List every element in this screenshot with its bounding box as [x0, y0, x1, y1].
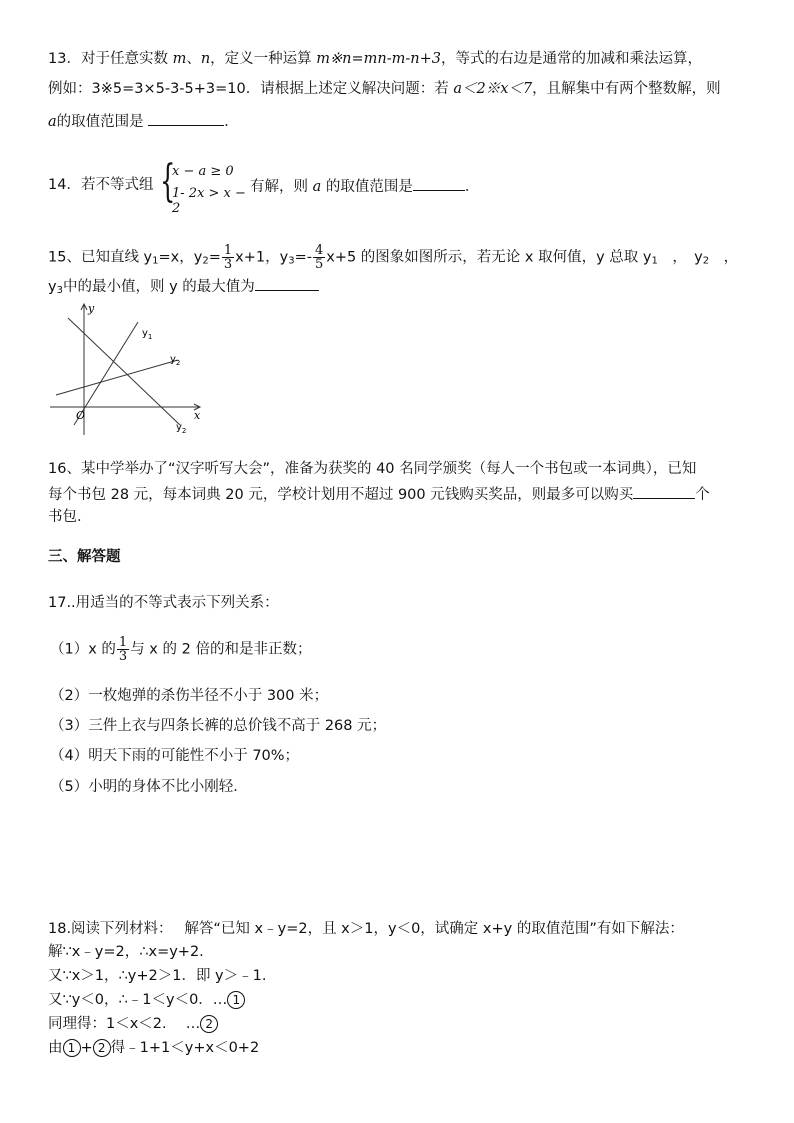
- circled-number-2: 2: [93, 1039, 111, 1057]
- fraction-one-third: $\frac{1}{3}$: [223, 243, 233, 272]
- q13-line2: 例如：3※5=3×5-3-5+3=10．请根据上述定义解决问题：若 a＜2※x＜7，且解集中有两个整数解，则: [48, 81, 721, 97]
- q17-intro: 17..用适当的不等式表示下列关系：: [48, 595, 279, 611]
- q18-line2: 解∵x﹣y=2，∴x=y+2.: [48, 944, 204, 960]
- circled-number-2: 2: [200, 1015, 218, 1033]
- q16-line3: 书包．: [48, 509, 92, 525]
- q17-item3: （3）三件上衣与四条长裤的总价钱不高于 268 元；: [50, 718, 387, 734]
- q15-line2: $y_3$中的最小值，则 y 的最大值为: [48, 276, 319, 300]
- q17-item2: （2）一枚炮弹的杀伤半径不小于 300 米；: [50, 688, 329, 704]
- brace-symbol: {: [160, 156, 176, 207]
- q18-line1: 18.阅读下列材料： 解答“已知 x﹣y=2，且 x＞1，y＜0，试确定 x+y 的取值范围”有如下解法：: [48, 921, 684, 937]
- q17-item5: （5）小明的身体不比小刚轻．: [50, 779, 248, 795]
- operation-definition: m※n=mn-m-n+3: [316, 51, 442, 67]
- system-row-2: 1- 2x > x − 2: [172, 186, 246, 216]
- q16-line2: 每个书包 28 元，每本词典 20 元，学校计划用不超过 900 元钱购买奖品，则最多可以购买 个: [48, 484, 710, 504]
- q18-line3: 又∵x＞1，∴y+2＞1．即 y＞﹣1.: [48, 968, 267, 984]
- fraction-one-third: $\frac{1}{3}$: [118, 635, 128, 664]
- section-heading: 三、解答题: [48, 549, 121, 565]
- q18-line5: 同理得：1＜x＜2. … 2: [48, 1015, 218, 1033]
- answer-blank[interactable]: [255, 276, 319, 291]
- origin-label: O: [76, 409, 86, 422]
- lines-graph: [44, 300, 214, 440]
- q17-item4: （4）明天下雨的可能性不小于 70%；: [50, 748, 300, 764]
- q18-line4: 又∵y＜0，∴﹣1＜y＜0．… 1: [48, 991, 245, 1009]
- y-axis-label: y: [88, 302, 95, 315]
- system-row-1: x − a ≥ 0: [172, 164, 234, 179]
- circled-number-1: 1: [63, 1039, 81, 1057]
- answer-blank[interactable]: [633, 484, 695, 499]
- q16-line1: 16、某中学举办了“汉字听写大会”，准备为获奖的 40 名同学颁奖（每人一个书包或一本词典），已知: [48, 461, 697, 477]
- q13-line3: a的取值范围是 ．: [48, 111, 239, 131]
- answer-blank[interactable]: [148, 111, 224, 126]
- q18-line6: 由 1 + 2 得﹣1+1＜y+x＜0+2: [48, 1040, 260, 1056]
- label-y2: $y_2$: [170, 354, 181, 367]
- var-n: n: [200, 51, 211, 67]
- label-y3: $y_2$: [176, 422, 187, 435]
- q14-tail: 有解，则 a 的取值范围是 ．: [250, 176, 479, 196]
- q13-line1: 13．对于任意实数 m、n，定义一种运算 m※n=mn-m-n+3，等式的右边是通常的加减和乘法运算，: [48, 51, 703, 67]
- answer-blank[interactable]: [413, 176, 465, 191]
- fraction-four-fifths: $\frac{4}{5}$: [314, 243, 324, 272]
- q17-item1: （1）x 的 $\frac{1}{3}$ 与 x 的 2 倍的和是非正数；: [50, 635, 312, 664]
- label-y1: $y_1$: [142, 328, 153, 341]
- inequality: a＜2※x＜7: [453, 81, 533, 97]
- circled-number-1: 1: [227, 991, 245, 1009]
- q14-prefix: 14．若不等式组: [48, 177, 154, 193]
- var-m: m: [172, 51, 187, 67]
- x-axis-label: x: [194, 409, 201, 422]
- q15-line1: 15、已知直线 $y_1=x$，$y_2=$ $\frac{1}{3}$ x+1，$y_3=-$ $\frac{4}{5}$ x+5 的图象如图所示，若无论 x 取何值，y 总取 $y_1$ ， $y_2$ ，: [48, 243, 739, 272]
- inequality-system: [160, 156, 250, 216]
